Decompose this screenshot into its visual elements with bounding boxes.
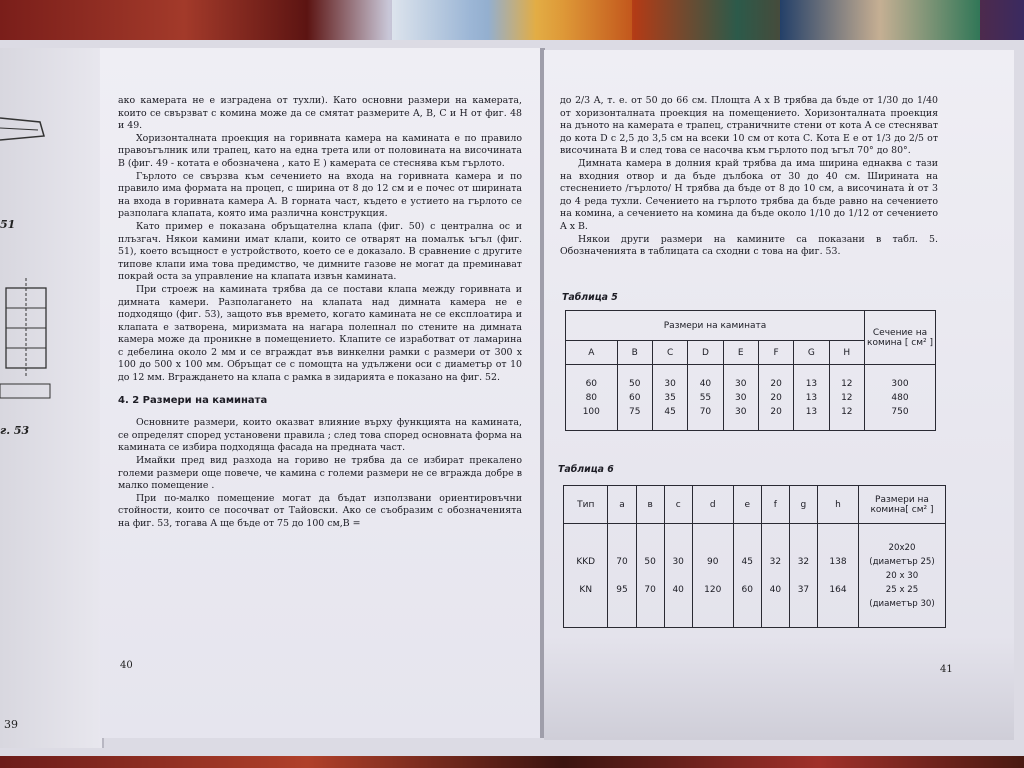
- table-cell: 45 60: [733, 524, 761, 628]
- table-cell: 32 37: [789, 524, 817, 628]
- table-group-header: Размери на камината: [566, 311, 865, 341]
- paragraph: Основните размери, които оказват влияние върху функцията на камината, се определят според установени правила ; след това според основната форма на камината се избира подходяща фасада на предната част.: [118, 417, 522, 454]
- table-cell: 20x20 (диаметър 25) 20 x 30 25 x 25 (диаметър 30): [859, 524, 946, 628]
- figure-label: 51: [0, 218, 16, 231]
- paragraph: Хоризонталната проекция на горивната камера на камината е по правило правоъгълник или трапец, като на една трета или от половината на височината B (фиг. 49 - котата е обозначена , като E ) камерата се стеснява към гърлото.: [118, 132, 522, 169]
- table-cell: 300 480 750: [865, 365, 936, 431]
- table-header: g: [789, 486, 817, 524]
- table-header: E: [723, 341, 758, 365]
- dimensions-table: [565, 310, 936, 431]
- table-header: D: [688, 341, 723, 365]
- paragraph: При строеж на камината трябва да се постави клапа между горивната и димната камери. Разполагането на клапата над димната камера не е подходящо (фиг. 53), защото във времето, когато камината не се експлоатира и клапата е затворена, миризмата на нагара полепнал по стените на димната камера може да проникне в помещението. Клапите се изработват от ламарина с дебелина около 2 мм и се вграждат във винкелни рамки с размери от 300 x 100 до 500 x 100 мм. Обръщат се с помощта на удължени оси с диаметър от 10 до 12 мм. Вграждането на клапа с рамка в зидарията е показано на фиг. 52.: [118, 283, 522, 384]
- table-cell: 40 55 70: [688, 365, 723, 431]
- types-table: [563, 485, 946, 628]
- right-column-text: [560, 95, 938, 259]
- page-number: 40: [120, 660, 133, 671]
- paragraph: ако камерата не е изградена от тухли). Като основни размери на камерата, които се свързват с комина може да се смятат размерите A, B, C и H от фиг. 48 и 49.: [118, 95, 522, 132]
- table-header: H: [829, 341, 864, 365]
- paragraph: Гърлото се свързва към сечението на входа на горивната камера и по правило има формата на процеп, с ширина от 8 до 12 см и е почес от ширината на входа в горивната камера A. В горната част, където е устието на гърлото се разполага клапата, която има различна конструкция.: [118, 170, 522, 220]
- table-header: d: [692, 486, 733, 524]
- table-caption: Таблица 5: [562, 292, 618, 303]
- table-header: e: [733, 486, 761, 524]
- table-header: Сечение на комина [ см² ]: [865, 311, 936, 365]
- table-header: Размери на комина[ см² ]: [859, 486, 946, 524]
- table-cell: 12 12 12: [829, 365, 864, 431]
- page-number: 41: [940, 664, 953, 675]
- table-cell: 30 40: [664, 524, 692, 628]
- table-header: A: [566, 341, 618, 365]
- fireplace-drawing-icon: [0, 88, 100, 448]
- paragraph: Някои други размери на камините са показани в табл. 5. Обозначенията в таблицата са сходни с това на фиг. 53.: [560, 233, 938, 258]
- table-header: в: [636, 486, 664, 524]
- table-cell: 30 30 30: [723, 365, 758, 431]
- table-cell: 30 35 45: [652, 365, 687, 431]
- figure-label: г. 53: [0, 424, 30, 437]
- table-cell: 20 20 20: [758, 365, 793, 431]
- table-cell: 70 95: [608, 524, 636, 628]
- paragraph: Имайки пред вид разхода на гориво не трябва да се избират прекалено големи размери още повече, че камина с големи размери не се вгражда добре в малко помещение .: [118, 455, 522, 492]
- paragraph: Димната камера в долния край трябва да има ширина еднаква с тази на входния отвор и да бъде дълбока от 30 до 40 см. Ширината на стеснението /гърлото/ H трябва да бъде от 8 до 10 см, а височината ѝ от 3 до 4 реда тухли. Сечението на гърлото трябва да бъде равно на сечението на комина, а сечението на комина да бъде около 1/10 до 1/12 от сечението A x B.: [560, 157, 938, 232]
- table-cell: 50 60 75: [617, 365, 652, 431]
- table-header: B: [617, 341, 652, 365]
- table-caption: Таблица 6: [558, 464, 614, 475]
- table-header: G: [794, 341, 829, 365]
- paragraph: При по-малко помещение могат да бъдат използвани ориентировъчни стойности, които се посочват от Тайовски. Ако се съобразим с обозначенията на фиг. 53, тогава A ще бъде от 75 до 100 см,B =: [118, 492, 522, 529]
- table-cell: 90 120: [692, 524, 733, 628]
- table-header: c: [664, 486, 692, 524]
- table-cell: 32 40: [761, 524, 789, 628]
- paragraph: до 2/3 A, т. е. от 50 до 66 см. Площта A x B трябва да бъде от 1/30 до 1/40 от хоризонталната проекция на помещението. Хоризонталната проекция на дъното на камерата е трапец, страничните стени от кота A се стесняват до кота D с 2,5 до 3,5 см на всеки 10 см от кота C. Кота E е от 1/3 до 2/5 от височината B и след това се насочва към гърлото под ъгъл 70° до 80°.: [560, 95, 938, 157]
- section-heading: 4. 2 Размери на камината: [118, 394, 268, 406]
- table-header: F: [758, 341, 793, 365]
- previous-page: [0, 48, 104, 748]
- table-header: f: [761, 486, 789, 524]
- page-number: 39: [4, 718, 18, 731]
- table-header: C: [652, 341, 687, 365]
- magazine-cover: [780, 0, 980, 44]
- table-cell: 50 70: [636, 524, 664, 628]
- table-cell: 138 164: [817, 524, 858, 628]
- paragraph: Като пример е показана обръщателна клапа (фиг. 50) с централна ос и плъзгач. Някои камини имат клапи, които се отварят на помалък ъгъл (фиг. 51), което всъщност е устройството, което се е доказало. В сравнение с другите типове клапи има това предимство, че димните газове не могат да преминават покрай оста за управление на клапата извън камината.: [118, 220, 522, 283]
- table-header: Тип: [564, 486, 608, 524]
- table-cell: KKD KN: [564, 524, 608, 628]
- left-column-text: [118, 95, 522, 531]
- table-cell: 60 80 100: [566, 365, 618, 431]
- table-header: h: [817, 486, 858, 524]
- table-header: a: [608, 486, 636, 524]
- table-cell: 13 13 13: [794, 365, 829, 431]
